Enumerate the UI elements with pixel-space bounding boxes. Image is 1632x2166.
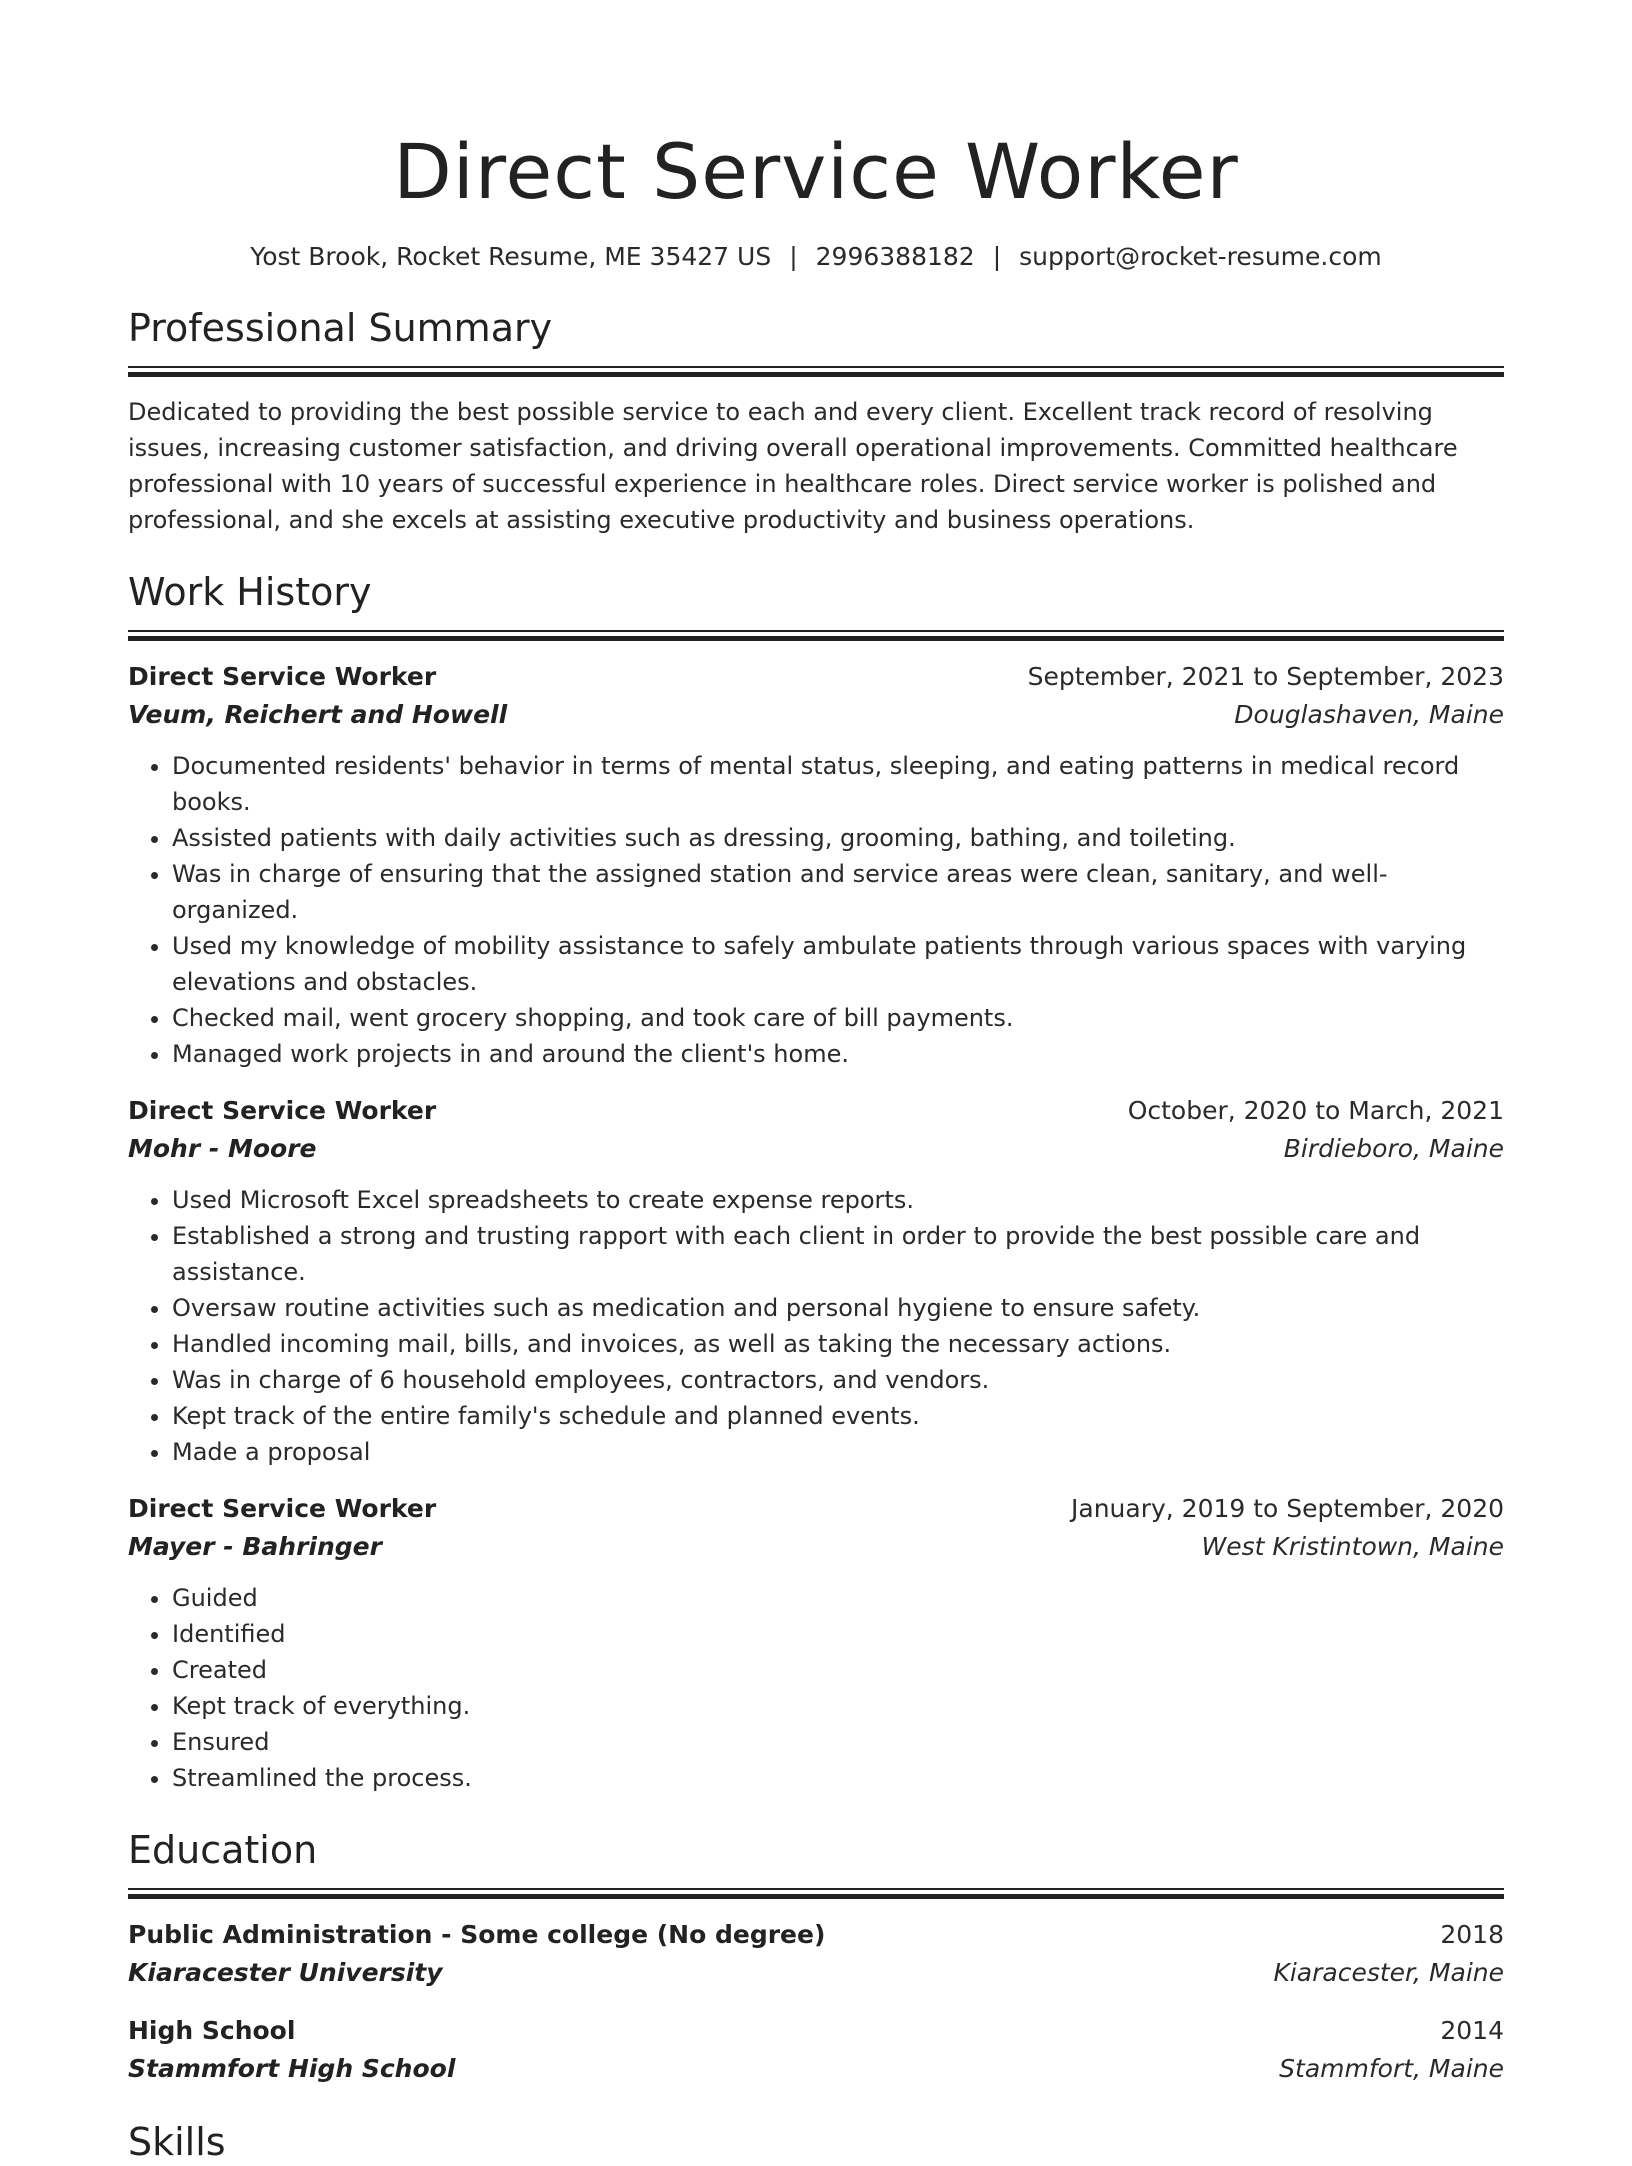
- job-entry: [128, 1490, 1504, 1796]
- contact-email: support@rocket-resume.com: [1019, 242, 1382, 271]
- education-school-row: [128, 1954, 1504, 1992]
- skills-section: [128, 2118, 1504, 2166]
- list-item: • Guided: [172, 1580, 1504, 1616]
- job-company-row: [128, 1528, 1504, 1566]
- contact-separator: |: [789, 242, 798, 271]
- resume-title: Direct Service Worker: [393, 127, 1239, 216]
- education-entry: [128, 2012, 1504, 2088]
- job-company: Veum, Reichert and Howell: [128, 700, 508, 729]
- education-school-row: [128, 2050, 1504, 2088]
- job-bullets: [128, 748, 1504, 1072]
- section-heading-skills: Skills: [128, 2120, 226, 2164]
- education-entry: [128, 1916, 1504, 1992]
- section-heading-work: Work History: [128, 570, 372, 614]
- list-item: • Managed work projects in and around the client's home.: [172, 1036, 1504, 1072]
- education-header-row: [128, 2012, 1504, 2050]
- contact-separator: |: [992, 242, 1002, 271]
- job-header-row: [128, 1092, 1504, 1130]
- section-heading-education: Education: [128, 1828, 318, 1872]
- list-item: • Kept track of the entire family's schedule and planned events.: [172, 1398, 1504, 1434]
- summary-text: Dedicated to providing the best possible service to each and every client. Excellent track record of resolving issues, increasing customer satisfaction, and driving overall operational improvements. Committed healthcare professional with 10 years of successful experience in healthcare roles. Direct service worker is polished and professional, and she excels at assisting executive productivity and business operations.: [128, 398, 1458, 534]
- resume-content: [128, 126, 1504, 2166]
- section-divider: [128, 1888, 1504, 1899]
- job-bullets: [128, 1182, 1504, 1470]
- job-location: Douglashaven, Maine: [1234, 700, 1504, 729]
- education-year: 2018: [1440, 1920, 1504, 1949]
- list-item: • Assisted patients with daily activities such as dressing, grooming, bathing, and toileting.: [172, 820, 1504, 856]
- list-item: • Used Microsoft Excel spreadsheets to create expense reports.: [172, 1182, 1504, 1218]
- job-company: Mohr - Moore: [128, 1134, 317, 1163]
- work-history-section: [128, 568, 1504, 1796]
- job-title: Direct Service Worker: [128, 662, 437, 691]
- list-item: • Identified: [172, 1616, 1504, 1652]
- education-header-row: [128, 1916, 1504, 1954]
- job-dates: October, 2020 to March, 2021: [1127, 1096, 1504, 1125]
- job-company-row: [128, 1130, 1504, 1168]
- job-entry: [128, 658, 1504, 1072]
- list-item: • Established a strong and trusting rapport with each client in order to provide the best possible care and assistance.: [172, 1218, 1504, 1290]
- job-title: Direct Service Worker: [128, 1494, 437, 1523]
- list-item: • Used my knowledge of mobility assistance to safely ambulate patients through various spaces with varying elevations and obstacles.: [172, 928, 1504, 1000]
- job-dates: January, 2019 to September, 2020: [1071, 1494, 1504, 1523]
- section-divider: [128, 630, 1504, 641]
- education-section: [128, 1826, 1504, 2088]
- education-degree: High School: [128, 2016, 296, 2045]
- summary-section: [128, 304, 1504, 538]
- section-divider: [128, 366, 1504, 377]
- contact-phone: 2996388182: [815, 242, 975, 271]
- education-year: 2014: [1440, 2016, 1504, 2045]
- list-item: • Oversaw routine activities such as medication and personal hygiene to ensure safety.: [172, 1290, 1504, 1326]
- job-header-row: [128, 658, 1504, 696]
- education-degree: Public Administration - Some college (No degree): [128, 1920, 826, 1949]
- education-school: Stammfort High School: [128, 2054, 456, 2083]
- education-location: Stammfort, Maine: [1279, 2054, 1504, 2083]
- list-item: • Documented residents' behavior in terms of mental status, sleeping, and eating patterns in medical record books.: [172, 748, 1504, 820]
- section-heading-summary: Professional Summary: [128, 306, 553, 350]
- list-item: • Handled incoming mail, bills, and invoices, as well as taking the necessary actions.: [172, 1326, 1504, 1362]
- job-header-row: [128, 1490, 1504, 1528]
- list-item: • Streamlined the process.: [172, 1760, 1504, 1796]
- list-item: • Was in charge of 6 household employees, contractors, and vendors.: [172, 1362, 1504, 1398]
- list-item: • Was in charge of ensuring that the assigned station and service areas were clean, sanitary, and well-organized.: [172, 856, 1504, 928]
- contact-line: [128, 240, 1504, 274]
- job-company: Mayer - Bahringer: [128, 1532, 382, 1561]
- job-location: Birdieboro, Maine: [1283, 1134, 1504, 1163]
- job-company-row: [128, 696, 1504, 734]
- list-item: • Ensured: [172, 1724, 1504, 1760]
- education-location: Kiaracester, Maine: [1273, 1958, 1504, 1987]
- job-entry: [128, 1092, 1504, 1470]
- list-item: • Checked mail, went grocery shopping, and took care of bill payments.: [172, 1000, 1504, 1036]
- job-location: West Kristintown, Maine: [1201, 1532, 1504, 1561]
- contact-address: Yost Brook, Rocket Resume, ME 35427 US: [250, 242, 772, 271]
- education-school: Kiaracester University: [128, 1958, 443, 1987]
- list-item: • Kept track of everything.: [172, 1688, 1504, 1724]
- job-bullets: [128, 1580, 1504, 1796]
- list-item: • Made a proposal: [172, 1434, 1504, 1470]
- list-item: • Created: [172, 1652, 1504, 1688]
- job-dates: September, 2021 to September, 2023: [1027, 662, 1504, 691]
- job-title: Direct Service Worker: [128, 1096, 437, 1125]
